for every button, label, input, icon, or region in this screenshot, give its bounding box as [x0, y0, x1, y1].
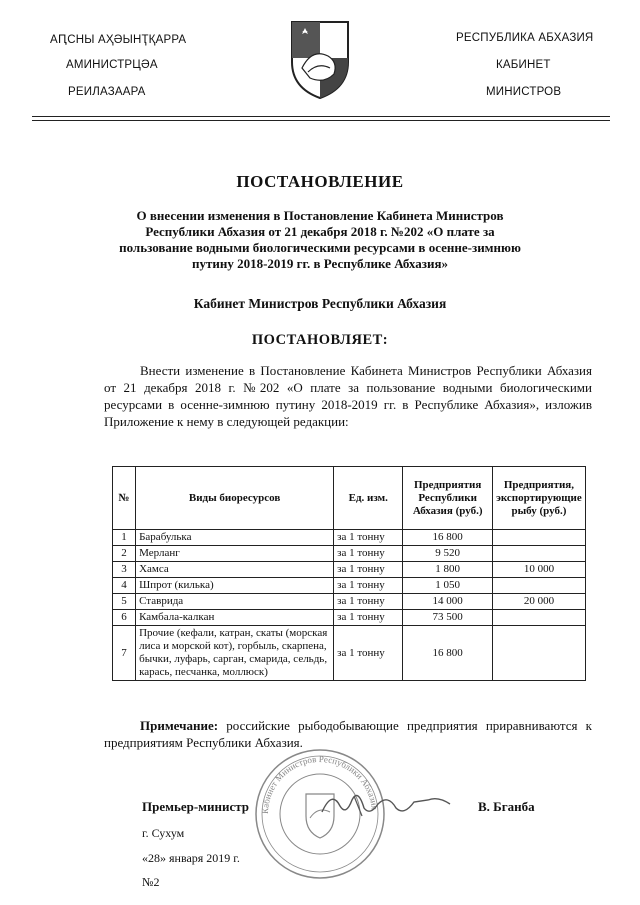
row-number: 3	[113, 562, 136, 578]
row-name: Мерланг	[136, 546, 334, 562]
table-header-row	[113, 467, 586, 530]
row-unit: за 1 тонну	[334, 610, 403, 626]
tariff-table	[112, 466, 586, 681]
issuing-authority: Кабинет Министров Республики Абхазия	[193, 296, 447, 311]
header-right-line-3: МИНИСТРОВ	[486, 86, 562, 98]
row-local-price: 1 050	[403, 578, 492, 594]
handwritten-signature	[318, 786, 458, 820]
row-export-price: 20 000	[492, 594, 585, 610]
header-left-line-2: АМИНИСТРЦӘА	[66, 59, 158, 71]
header-right-line-1: РЕСПУБЛИКА АБХАЗИЯ	[456, 32, 594, 44]
row-name: Хамса	[136, 562, 334, 578]
row-number: 2	[113, 546, 136, 562]
row-export-price: 10 000	[492, 562, 585, 578]
issue-date: «28» января 2019 г.	[142, 851, 240, 865]
issue-city: г. Сухум	[142, 826, 185, 840]
table-row	[113, 578, 586, 594]
table-row	[113, 530, 586, 546]
table-row	[113, 594, 586, 610]
header-export-price: Предприятия, экспортирующие рыбу (руб.)	[492, 467, 585, 530]
document-subject: О внесении изменения в Постановление Кабинета Министров Республики Абхазия от 21 декабря 2018 г. №202 «О плате за пользование водными биологическими ресурсами в осенне-зимнюю путину 2018-2019 гг. в Республике Абхазия»	[119, 208, 521, 271]
header-number: №	[113, 467, 136, 530]
row-name: Шпрот (килька)	[136, 578, 334, 594]
header-bioresource: Виды биоресурсов	[136, 467, 334, 530]
row-number: 5	[113, 594, 136, 610]
note-label: Примечание:	[140, 718, 219, 733]
resolves-heading: ПОСТАНОВЛЯЕТ:	[251, 332, 389, 348]
row-number: 4	[113, 578, 136, 594]
header-left-line-1: АԤСНЫ АҲӘЫНҬҚАРРА	[50, 34, 187, 46]
row-local-price: 16 800	[403, 530, 492, 546]
table-row	[113, 610, 586, 626]
body-text: Внести изменение в Постановление Кабинета Министров Республики Абхазия от 21 декабря 2018 г. №202 «О плате за пользование водными биологическими ресурсами в осенне-зимнюю путину 2018-2019 гг. в Республике Абхазия», изложив Приложение к нему в следующей редакции:	[104, 363, 592, 429]
row-export-price	[492, 530, 585, 546]
row-name: Барабулька	[136, 530, 334, 546]
header-local-price: Предприятия Республики Абхазия (руб.)	[403, 467, 492, 530]
row-export-price	[492, 546, 585, 562]
row-number: 7	[113, 626, 136, 681]
row-number: 1	[113, 530, 136, 546]
row-name: Прочие (кефали, катран, скаты (морская лиса и морской кот), горбыль, скарпена, бычки, луфарь, сарган, смарида, сельдь, карась, песчанка, моллюск)	[136, 626, 334, 681]
header-unit: Ед. изм.	[334, 467, 403, 530]
header-left-line-3: РЕИЛАЗААРА	[68, 86, 146, 98]
row-unit: за 1 тонну	[334, 546, 403, 562]
row-unit: за 1 тонну	[334, 626, 403, 681]
table-row	[113, 562, 586, 578]
document-number: №2	[142, 875, 160, 889]
header-right-line-2: КАБИНЕТ	[496, 59, 551, 71]
row-export-price	[492, 610, 585, 626]
document-title: ПОСТАНОВЛЕНИЕ	[236, 172, 404, 191]
signatory-position: Премьер-министр	[142, 799, 250, 814]
row-local-price: 14 000	[403, 594, 492, 610]
row-number: 6	[113, 610, 136, 626]
coat-of-arms-icon	[288, 18, 352, 102]
row-local-price: 1 800	[403, 562, 492, 578]
body-paragraph	[104, 362, 592, 430]
table-row	[113, 546, 586, 562]
row-local-price: 73 500	[403, 610, 492, 626]
header-divider-thin	[32, 120, 610, 121]
row-export-price	[492, 626, 585, 681]
table-row	[113, 626, 586, 681]
row-unit: за 1 тонну	[334, 530, 403, 546]
row-local-price: 9 520	[403, 546, 492, 562]
signatory-name: В. Бганба	[478, 799, 535, 814]
note-text: российские рыбодобывающие предприятия приравниваются к предприятиям Республики Абхазия.	[104, 718, 592, 750]
row-unit: за 1 тонну	[334, 562, 403, 578]
row-local-price: 16 800	[403, 626, 492, 681]
row-unit: за 1 тонну	[334, 578, 403, 594]
row-name: Ставрида	[136, 594, 334, 610]
seal-text: Кабинет Министров Республики Абхазия	[259, 753, 380, 815]
header-divider-thick	[32, 116, 610, 117]
row-export-price	[492, 578, 585, 594]
row-unit: за 1 тонну	[334, 594, 403, 610]
row-name: Камбала-калкан	[136, 610, 334, 626]
